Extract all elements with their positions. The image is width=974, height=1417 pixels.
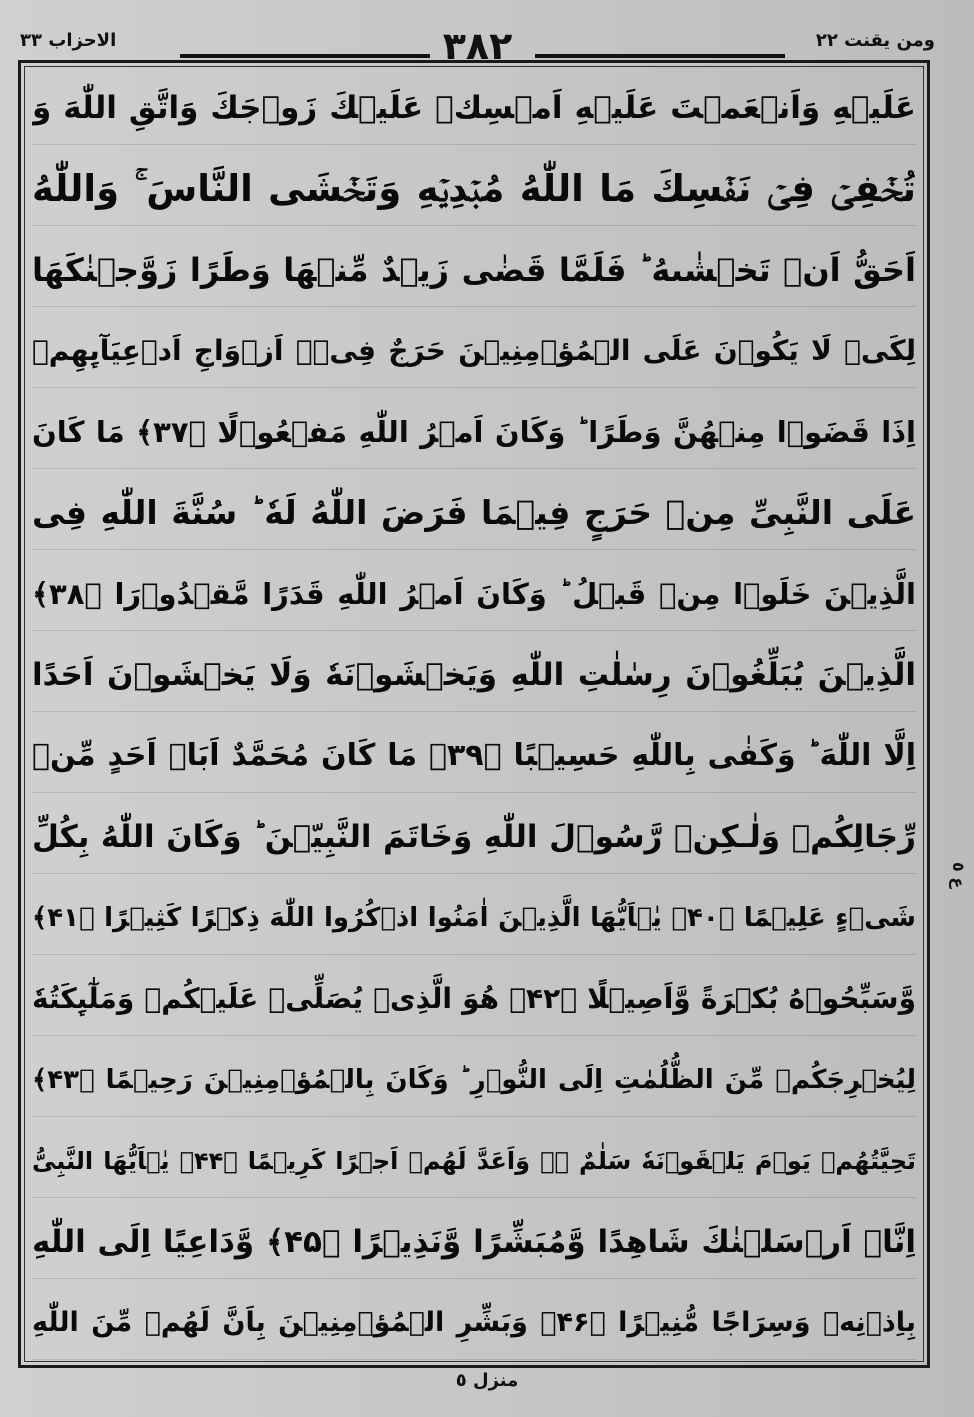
text-line: تُخۡفِىۡ فِىۡ نَفۡسِكَ مَا اللّٰهُ مُبۡدِيۡهِ وَتَخۡشَى النَّاسَ ۚ وَاللّٰهُ — [32, 153, 916, 226]
text-line: عَلَى النَّبِىِّ مِنۡ حَرَجٍ فِيۡمَا فَرَضَ اللّٰهُ لَهٗ ؕ سُنَّةَ اللّٰهِ فِى — [32, 477, 916, 550]
text-line: وَّسَبِّحُوۡهُ بُكۡرَةً وَّاَصِيۡلًا ﴿۴۲﴾ هُوَ الَّذِىۡ يُصَلِّىۡ عَلَيۡكُمۡ وَمَلٰٓٮِٕكَتُهٗ — [32, 963, 916, 1036]
text-line: لِيُخۡرِجَكُمۡ مِّنَ الظُّلُمٰتِ اِلَى النُّوۡرِ ؕ وَكَانَ بِالۡمُؤۡمِنِيۡنَ رَحِيۡمًا ﴿۴۳﴾ — [32, 1044, 916, 1117]
text-line: اِذَا قَضَوۡا مِنۡهُنَّ وَطَرًا ؕ وَكَانَ اَمۡرُ اللّٰهِ مَفۡعُوۡلًا ﴿۳۷﴾ مَا كَانَ — [32, 396, 916, 469]
juz-title: ومن يقنت ٢٢ — [815, 30, 935, 51]
text-line: لِكَىۡ لَا يَكُوۡنَ عَلَى الۡمُؤۡمِنِيۡنَ حَرَجٌ فِىۡۤ اَزۡوَاجِ اَدۡعِيَآٮِٕهِمۡ — [32, 315, 916, 388]
text-line: عَلَيۡهِ وَاَنۡعَمۡتَ عَلَيۡهِ اَمۡسِكۡ عَلَيۡكَ زَوۡجَكَ وَاتَّقِ اللّٰهَ وَ — [32, 72, 916, 145]
header-rule-right — [535, 54, 785, 58]
text-line: اِلَّا اللّٰهَ ؕ وَكَفٰى بِاللّٰهِ حَسِيۡبًا ﴿۳۹﴾ مَا كَانَ مُحَمَّدٌ اَبَاۤ اَحَدٍ مِّنۡ — [32, 720, 916, 793]
text-line: شَىۡءٍ عَلِيۡمًا ﴿۴۰﴾ يٰۤاَيُّهَا الَّذِيۡنَ اٰمَنُوا اذۡكُرُوا اللّٰهَ ذِكۡرًا كَثِيۡرًا ﴿۴۱﴾ — [32, 882, 916, 955]
page-footer — [0, 1370, 974, 1400]
text-line: بِاِذۡنِهٖ وَسِرَاجًا مُّنِيۡرًا ﴿۴۶﴾ وَبَشِّرِ الۡمُؤۡمِنِيۡنَ بِاَنَّ لَهُمۡ مِّنَ اللّٰهِ — [32, 1287, 916, 1360]
text-line: اَحَقُّ اَنۡ تَخۡشٰٮهُ ؕ فَلَمَّا قَضٰى زَيۡدٌ مِّنۡهَا وَطَرًا زَوَّجۡنٰكَهَا — [32, 234, 916, 307]
text-line: تَحِيَّتُهُمۡ يَوۡمَ يَلۡقَوۡنَهٗ سَلٰمٌ ۖۚ وَاَعَدَّ لَهُمۡ اَجۡرًا كَرِيۡمًا ﴿۴۴﴾ يٰۤاَيُّهَا النَّبِىُّ — [32, 1125, 916, 1198]
surah-title: الاحزاب ٣٣ — [20, 30, 117, 51]
ruku-margin-mark: ع ٥ — [949, 862, 968, 889]
text-line: الَّذِيۡنَ خَلَوۡا مِنۡ قَبۡلُ ؕ وَكَانَ اَمۡرُ اللّٰهِ قَدَرًا مَّقۡدُوۡرَا ﴿۳۸﴾ — [32, 558, 916, 631]
quran-text-block — [32, 72, 916, 1360]
page-number: ٣٨٢ — [442, 24, 513, 68]
manzil-label: منزل ٥ — [455, 1370, 519, 1391]
text-line: اِنَّاۤ اَرۡسَلۡنٰكَ شَاهِدًا وَّمُبَشِّرًا وَّنَذِيۡرًا ﴿۴۵﴾ وَّدَاعِيًا اِلَى اللّٰهِ — [32, 1206, 916, 1279]
text-line: رِّجَالِكُمۡ وَلٰـكِنۡ رَّسُوۡلَ اللّٰهِ وَخَاتَمَ النَّبِيّٖنَ ؕ وَكَانَ اللّٰهُ بِكُلِّ — [32, 801, 916, 874]
header-rule-left — [180, 54, 430, 58]
text-line: الَّذِيۡنَ يُبَلِّغُوۡنَ رِسٰلٰتِ اللّٰهِ وَيَخۡشَوۡنَهٗ وَلَا يَخۡشَوۡنَ اَحَدًا — [32, 639, 916, 712]
